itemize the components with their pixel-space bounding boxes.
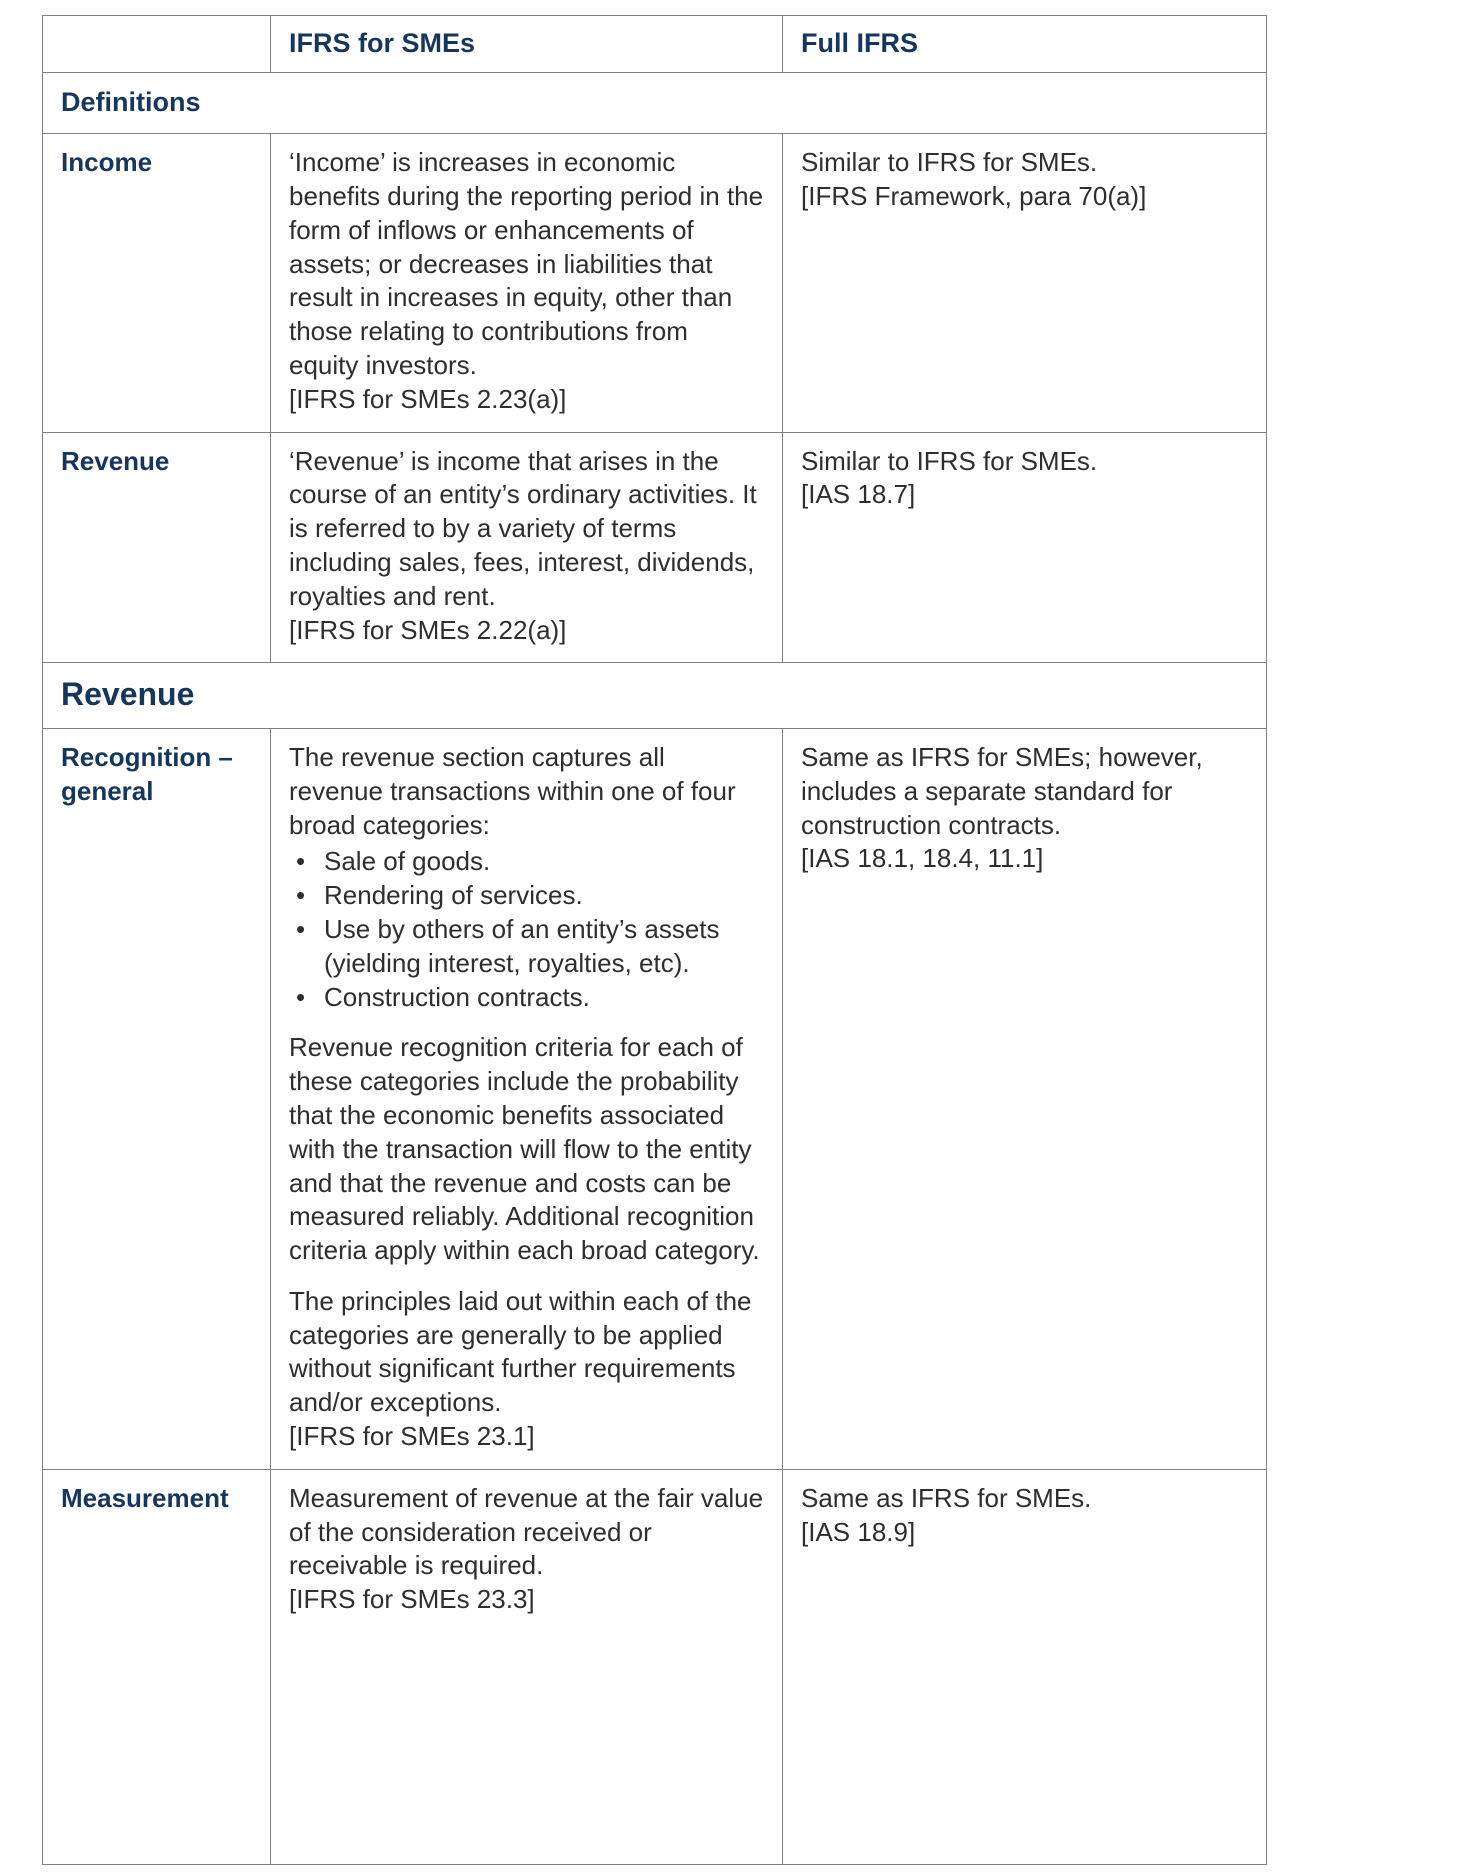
recognition-bullet-list	[289, 845, 764, 1014]
header-ifrs-smes: IFRS for SMEs	[271, 16, 783, 73]
bullet-item: • Construction contracts.	[289, 981, 764, 1015]
row-recognition-general	[43, 728, 1267, 1469]
revenue-def-full-text: Similar to IFRS for SMEs.	[801, 445, 1098, 476]
row-revenue-definition	[43, 432, 1267, 663]
row-label-revenue-definition: Revenue	[43, 432, 271, 663]
section-row-definitions	[43, 73, 1267, 134]
recognition-full-text: Same as IFRS for SMEs; however, includes a separate standard for construction contracts.	[801, 741, 1203, 840]
bullet-item: • Use by others of an entity’s assets (yielding interest, royalties, etc).	[289, 913, 764, 981]
ifrs-comparison-table	[42, 15, 1267, 1865]
row-label-income: Income	[43, 134, 271, 432]
income-sme-cell	[271, 134, 783, 432]
row-label-recognition-general: Recognition – general	[43, 728, 271, 1469]
recognition-full-ref: [IAS 18.1, 18.4, 11.1]	[801, 843, 1044, 874]
section-row-revenue	[43, 663, 1267, 729]
header-empty-cell	[43, 16, 271, 73]
income-full-ref: [IFRS Framework, para 70(a)]	[801, 180, 1147, 211]
bullet-item: • Sale of goods.	[289, 845, 764, 879]
measurement-full-text: Same as IFRS for SMEs.	[801, 1482, 1092, 1513]
revenue-def-sme-ref: [IFRS for SMEs 2.22(a)]	[289, 614, 567, 645]
row-measurement	[43, 1469, 1267, 1864]
revenue-def-full-cell	[783, 432, 1267, 663]
measurement-full-ref: [IAS 18.9]	[801, 1516, 916, 1547]
revenue-def-sme-cell	[271, 432, 783, 663]
measurement-full-cell	[783, 1469, 1267, 1864]
measurement-sme-cell	[271, 1469, 783, 1864]
recognition-intro: The revenue section captures all revenue transactions within one of four broad categories:	[289, 741, 736, 840]
income-full-cell	[783, 134, 1267, 432]
section-title-definitions: Definitions	[43, 73, 1267, 134]
income-sme-ref: [IFRS for SMEs 2.23(a)]	[289, 383, 567, 414]
recognition-para-principles: The principles laid out within each of the categories are generally to be applied without significant further requirements and/or exceptions.	[289, 1285, 752, 1418]
section-title-revenue: Revenue	[43, 663, 1267, 729]
row-label-measurement: Measurement	[43, 1469, 271, 1864]
measurement-sme-ref: [IFRS for SMEs 23.3]	[289, 1584, 535, 1615]
recognition-full-cell	[783, 728, 1267, 1469]
income-full-text: Similar to IFRS for SMEs.	[801, 147, 1098, 178]
measurement-sme-text: Measurement of revenue at the fair value of the consideration received or receivable is required.	[289, 1482, 764, 1581]
recognition-sme-ref: [IFRS for SMEs 23.1]	[289, 1421, 535, 1452]
revenue-def-sme-text: ‘Revenue’ is income that arises in the course of an entity’s ordinary activities. It is referred to by a variety of terms including sales, fees, interest, dividends, royalties and rent.	[289, 445, 757, 611]
row-income	[43, 134, 1267, 432]
recognition-para-criteria: Revenue recognition criteria for each of these categories include the probability that the economic benefits associated with the transaction will flow to the entity and that the revenue and costs can be measured reliably. Additional recognition criteria apply within each broad category.	[289, 1032, 760, 1266]
revenue-def-full-ref: [IAS 18.7]	[801, 479, 916, 510]
recognition-sme-cell	[271, 728, 783, 1469]
bullet-item: • Rendering of services.	[289, 879, 764, 913]
income-sme-text: ‘Income’ is increases in economic benefits during the reporting period in the form of inflows or enhancements of assets; or decreases in liabilities that result in increases in equity, other than those relating to contributions from equity investors.	[289, 147, 764, 380]
header-row	[43, 16, 1267, 73]
header-full-ifrs: Full IFRS	[783, 16, 1267, 73]
